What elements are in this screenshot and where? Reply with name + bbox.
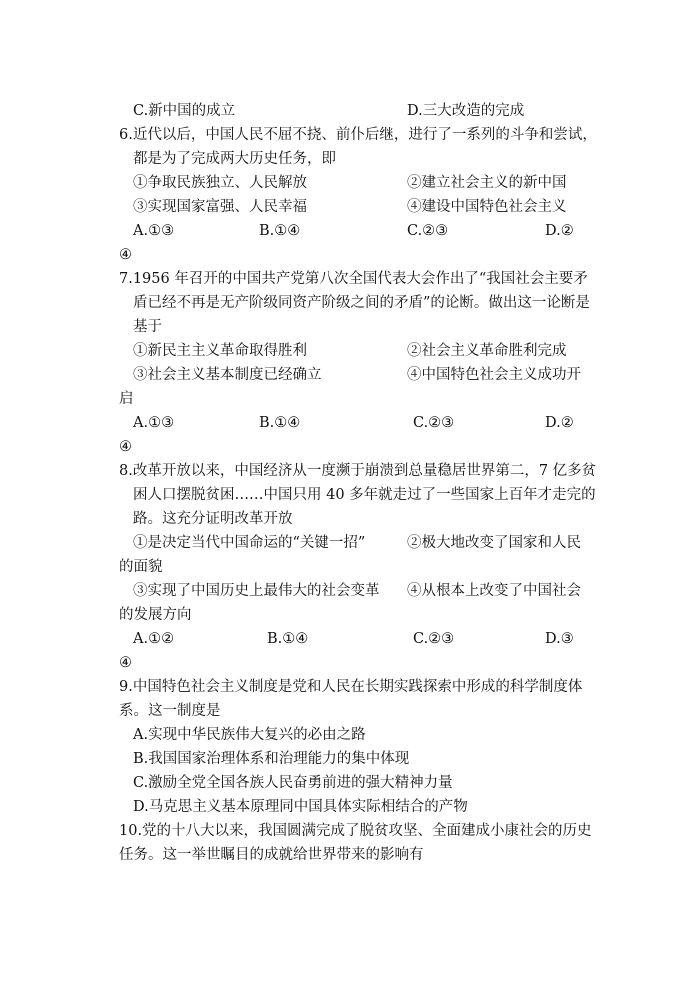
q7-statement-1: ①新民主主义革命取得胜利 [133, 343, 307, 359]
q8-stem-line-2: 困人口摆脱贫困……中国只用 40 多年就走过了一些国家上百年才走完的 [133, 487, 596, 503]
q6-option-d-wrap: ④ [119, 247, 132, 263]
q8-option-d-wrap: ④ [119, 655, 132, 671]
q8-statement-2-wrap: 的面貌 [119, 559, 163, 575]
q7-option-d: D.② [545, 415, 574, 431]
q9-option-d: D.马克思主义基本原理同中国具体实际相结合的产物 [133, 799, 468, 815]
q8-statement-1: ①是决定当代中国命运的“关键一招” [133, 535, 366, 551]
q7-option-b: B.①④ [259, 415, 301, 431]
q8-statement-4-wrap: 的发展方向 [119, 607, 192, 623]
q7-stem-line-3: 基于 [133, 319, 162, 335]
q8-option-a: A.①② [133, 631, 175, 647]
q8-statement-2: ②极大地改变了国家和人民 [407, 535, 581, 551]
q10-stem-line-2: 任务。这一举世瞩目的成就给世界带来的影响有 [119, 847, 424, 863]
q6-statement-4: ④建设中国特色社会主义 [407, 199, 567, 215]
q7-option-c: C.②③ [413, 415, 455, 431]
q6-statement-3: ③实现国家富强、人民幸福 [133, 199, 307, 215]
q6-option-d: D.② [545, 223, 574, 239]
q9-stem-line-1: 9.中国特色社会主义制度是党和人民在长期实践探索中形成的科学制度体 [119, 679, 583, 695]
q8-statement-3: ③实现了中国历史上最伟大的社会变革 [133, 583, 380, 599]
q6-option-c: C.②③ [407, 223, 449, 239]
q7-statement-4-wrap: 启 [119, 391, 134, 407]
q7-option-a: A.①③ [133, 415, 175, 431]
q6-option-b: B.①④ [259, 223, 301, 239]
q6-stem-line-2: 都是为了完成两大历史任务，即 [133, 151, 336, 167]
prev-option-c: C.新中国的成立 [133, 103, 236, 119]
q9-stem-line-2: 系。这一制度是 [119, 703, 221, 719]
q6-option-a: A.①③ [133, 223, 175, 239]
q7-stem-line-2: 盾已经不再是无产阶级同资产阶级之间的矛盾”的论断。做出这一论断是 [133, 295, 590, 311]
q7-statement-4: ④中国特色社会主义成功开 [407, 367, 581, 383]
q8-stem-line-1: 8.改革开放以来，中国经济从一度濒于崩溃到总量稳居世界第二，7 亿多贫 [119, 463, 597, 479]
q6-statement-1: ①争取民族独立、人民解放 [133, 175, 307, 191]
q8-statement-4: ④从根本上改变了中国社会 [407, 583, 581, 599]
q7-stem-line-1: 7.1956 年召开的中国共产党第八次全国代表大会作出了“我国社会主要矛 [119, 271, 588, 287]
q8-option-d: D.③ [545, 631, 574, 647]
q8-option-c: C.②③ [413, 631, 455, 647]
q8-stem-line-3: 路。这充分证明改革开放 [133, 511, 293, 527]
q7-statement-3: ③社会主义基本制度已经确立 [133, 367, 322, 383]
q6-stem-line-1: 6.近代以后，中国人民不屈不挠、前仆后继，进行了一系列的斗争和尝试， [119, 127, 597, 143]
q8-option-b: B.①④ [267, 631, 309, 647]
q7-statement-2: ②社会主义革命胜利完成 [407, 343, 567, 359]
q9-option-c: C.激励全党全国各族人民奋勇前进的强大精神力量 [133, 775, 453, 791]
q7-option-d-wrap: ④ [119, 439, 132, 455]
prev-option-d: D.三大改造的完成 [407, 103, 525, 119]
q6-statement-2: ②建立社会主义的新中国 [407, 175, 567, 191]
q10-stem-line-1: 10.党的十八大以来，我国圆满完成了脱贫攻坚、全面建成小康社会的历史 [119, 823, 592, 839]
q9-option-a: A.实现中华民族伟大复兴的必由之路 [133, 727, 366, 743]
q9-option-b: B.我国国家治理体系和治理能力的集中体现 [133, 751, 410, 767]
